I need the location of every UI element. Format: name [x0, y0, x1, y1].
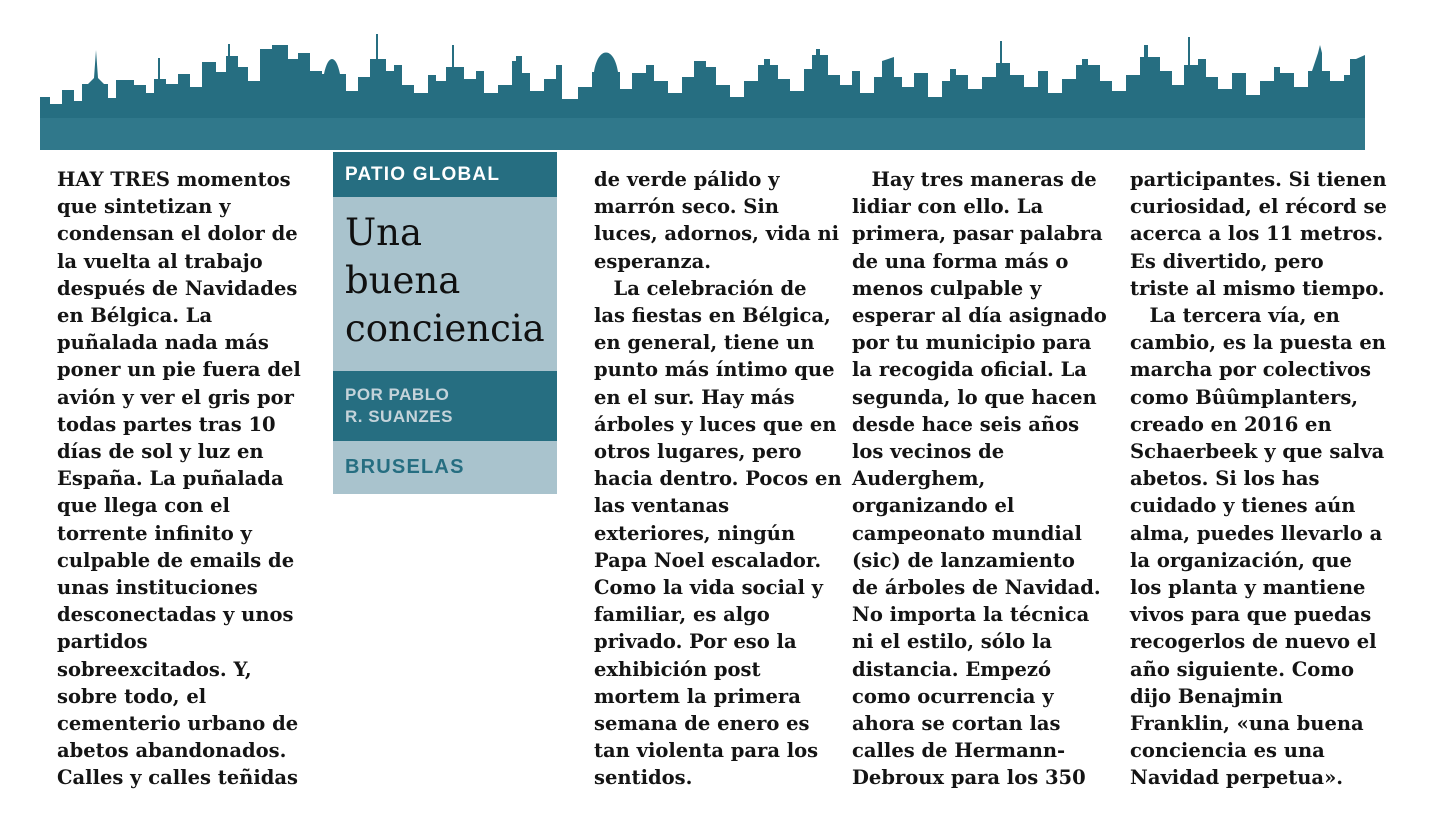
text-line: Una — [345, 211, 423, 254]
text-line: marrón seco. Sin — [594, 195, 779, 219]
text-line: condensan el dolor de — [57, 222, 298, 246]
text-line: vivos para que puedas — [1130, 603, 1372, 627]
section-kicker — [333, 152, 557, 197]
text-line: Debroux para los 350 — [852, 766, 1086, 790]
text-line: semana de enero es — [594, 712, 810, 736]
text-line: abetos abandonados. — [57, 739, 287, 763]
text-line: de una forma más o — [852, 249, 1069, 273]
text-line: La celebración de — [594, 276, 807, 300]
text-line: alma, puedes llevarlo a — [1130, 521, 1383, 545]
article-column-3 — [852, 166, 1107, 792]
text-line: conciencia — [345, 307, 545, 350]
text-line: conciencia es una — [1130, 739, 1325, 763]
text-line: tan violenta para los — [594, 739, 819, 763]
text-line: otros lugares, pero — [594, 440, 802, 464]
text-line: de árboles de Navidad. — [852, 576, 1101, 600]
text-line: recogerlos de nuevo el — [1130, 630, 1377, 654]
text-line: privado. Por eso la — [594, 630, 797, 654]
text-line: POR PABLO — [345, 385, 450, 404]
text-line: familiar, es algo — [594, 603, 770, 627]
text-line: la organización, que — [1130, 548, 1352, 572]
text-line: después de Navidades — [57, 276, 298, 300]
text-line: Papa Noel escalador. — [594, 548, 822, 572]
text-line: la recogida oficial. La — [852, 358, 1087, 382]
text-line: triste al mismo tiempo. — [1130, 276, 1385, 300]
text-line: curiosidad, el récord se — [1130, 195, 1387, 219]
text-line: árboles y luces que en — [594, 412, 837, 436]
text-line: culpable de emails de — [57, 548, 295, 572]
text-line: Franklin, «una buena — [1130, 712, 1364, 736]
byline — [333, 371, 557, 441]
text-line: poner un pie fuera del — [57, 358, 301, 382]
text-line: de verde pálido y — [594, 168, 780, 191]
text-line: los planta y mantiene — [1130, 576, 1366, 600]
text-line: creado en 2016 en — [1130, 412, 1332, 436]
text-line: que sintetizan y — [57, 195, 231, 219]
text-line: No importa la técnica — [852, 603, 1090, 627]
text-line: sobreexcitados. Y, — [57, 657, 252, 681]
text-line: marcha por colectivos — [1130, 358, 1372, 382]
headline-box — [333, 152, 557, 494]
text-line: avión y ver el gris por — [57, 385, 294, 409]
text-line: Es divertido, pero — [1130, 249, 1324, 273]
text-line: como Bûûmplanters, — [1130, 385, 1359, 409]
text-line: cementerio urbano de — [57, 712, 299, 736]
text-line: esperar al día asignado — [852, 304, 1107, 328]
text-line: puñalada nada más — [57, 331, 269, 355]
article-column-4 — [1130, 166, 1387, 792]
text-line: participantes. Si tienen — [1130, 168, 1387, 191]
text-line: en el sur. Hay más — [594, 385, 795, 409]
text-line: menos culpable y — [852, 276, 1042, 300]
text-line: HAY TRES momentos — [57, 168, 291, 191]
skyline-base-band — [40, 118, 1365, 150]
text-line: las ventanas — [594, 494, 730, 518]
text-line: R. SUANZES — [345, 407, 453, 426]
text-line: ni el estilo, sólo la — [852, 630, 1052, 654]
text-line: partidos — [57, 630, 148, 654]
text-line: exteriores, ningún — [594, 521, 796, 545]
text-line: hacia dentro. Pocos en — [594, 467, 842, 491]
skyline-buildings-silhouette — [40, 34, 1365, 118]
text-line: España. La puñalada — [57, 467, 284, 491]
text-line: en Bélgica. La — [57, 304, 213, 328]
text-line: campeonato mundial — [852, 521, 1082, 545]
text-line: mortem la primera — [594, 684, 801, 708]
article-column-1 — [57, 166, 301, 792]
text-line: días de sol y luz en — [57, 440, 264, 464]
text-line: todas partes tras 10 — [57, 412, 276, 436]
text-line: desde hace seis años — [852, 412, 1080, 436]
text-line: lidiar con ello. La — [852, 195, 1044, 219]
text-line: sobre todo, el — [57, 684, 207, 708]
text-line: primera, pasar palabra — [852, 222, 1103, 246]
kicker-label: PATIO GLOBAL — [345, 163, 501, 185]
text-line: ahora se cortan las — [852, 712, 1061, 736]
text-line: buena — [345, 259, 461, 302]
text-line: por tu municipio para — [852, 331, 1092, 355]
text-line: torrente infinito y — [57, 521, 252, 545]
text-line: la vuelta al trabajo — [57, 249, 263, 273]
text-line: punto más íntimo que — [594, 358, 835, 382]
text-line: unas instituciones — [57, 576, 258, 600]
text-line: Navidad perpetua». — [1130, 766, 1344, 790]
text-line: segunda, lo que hacen — [852, 385, 1097, 409]
text-line: acerca a los 11 metros. — [1130, 222, 1384, 246]
text-line: año siguiente. Como — [1130, 657, 1354, 681]
text-line: cuidado y tienes aún — [1130, 494, 1356, 518]
text-line: sentidos. — [594, 766, 693, 790]
text-line: que llega con el — [57, 494, 230, 518]
text-line: Schaerbeek y que salva — [1130, 440, 1385, 464]
text-line: La tercera vía, en — [1130, 304, 1340, 328]
text-line: en general, tiene un — [594, 331, 815, 355]
text-line: Como la vida social y — [594, 576, 824, 600]
article-column-2 — [594, 166, 842, 792]
text-line: cambio, es la puesta en — [1130, 331, 1386, 355]
dateline-label: BRUSELAS — [345, 456, 465, 478]
text-line: desconectadas y unos — [57, 603, 294, 627]
text-line: las fiestas en Bélgica, — [594, 304, 831, 328]
text-line: como ocurrencia y — [852, 684, 1054, 708]
text-line: distancia. Empezó — [852, 657, 1051, 681]
text-line: luces, adornos, vida ni — [594, 222, 840, 246]
text-line: calles de Hermann- — [852, 739, 1066, 763]
text-line: organizando el — [852, 494, 1015, 518]
text-line: Hay tres maneras de — [852, 168, 1097, 191]
text-line: abetos. Si los has — [1130, 467, 1320, 491]
text-line: Calles y calles teñidas — [57, 766, 299, 790]
city-skyline-illustration — [40, 0, 1365, 150]
text-line: esperanza. — [594, 249, 712, 273]
dateline — [333, 441, 557, 494]
article-headline — [333, 197, 557, 371]
text-line: exhibición post — [594, 657, 761, 681]
text-line: los vecinos de — [852, 440, 1005, 464]
text-line: dijo Benajmin — [1130, 684, 1283, 708]
text-line: (sic) de lanzamiento — [852, 548, 1075, 572]
text-line: Auderghem, — [852, 467, 986, 491]
